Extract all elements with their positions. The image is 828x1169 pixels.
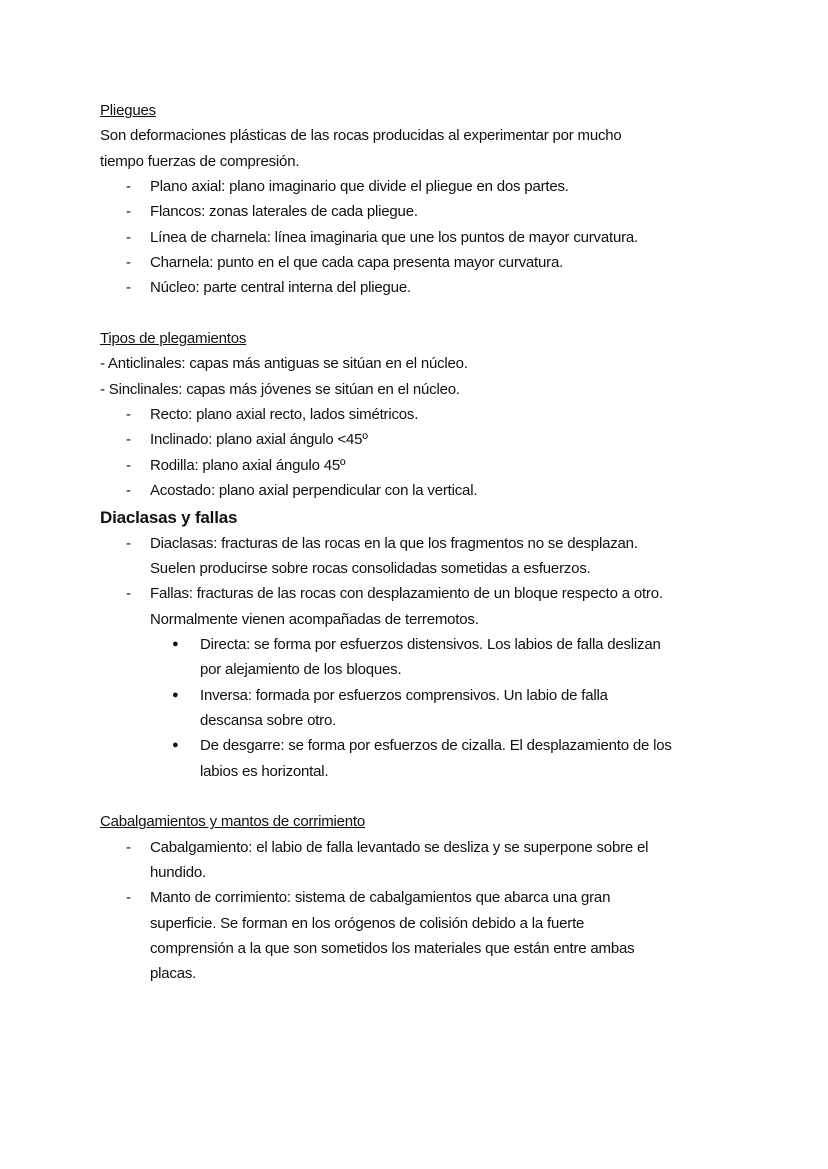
list-item: - Flancos: zonas laterales de cada pliegue. bbox=[100, 199, 740, 224]
section-heading-pliegues: Pliegues bbox=[100, 102, 156, 119]
list-item-line: - Manto de corrimiento: sistema de cabalgamientos que abarca una gran bbox=[150, 889, 611, 907]
list-item: - Núcleo: parte central interna del pliegue. bbox=[100, 275, 740, 300]
list-item-line: comprensión a la que son sometidos los materiales que están entre ambas bbox=[150, 940, 635, 957]
list-item bbox=[100, 531, 740, 582]
list-item-line: - Fallas: fracturas de las rocas con desplazamiento de un bloque respecto a otro. bbox=[150, 585, 663, 603]
list-item bbox=[100, 835, 740, 886]
section-heading-tipos: Tipos de plegamientos bbox=[100, 330, 247, 348]
bullet-line: labios es horizontal. bbox=[200, 762, 329, 780]
list-item bbox=[100, 885, 740, 986]
list-item: - Charnela: punto en el que cada capa presenta mayor curvatura. bbox=[100, 250, 740, 275]
bullet-line: ● Directa: se forma por esfuerzos distensivos. Los labios de falla deslizan bbox=[200, 635, 661, 653]
list-item: - Línea de charnela: línea imaginaria que une los puntos de mayor curvatura. bbox=[100, 225, 740, 250]
list-item-line: placas. bbox=[150, 965, 197, 983]
paragraph-line: - Anticlinales: capas más antiguas se sitúan en el núcleo. bbox=[100, 355, 468, 373]
section-heading-diaclasas: Diaclasas y fallas bbox=[100, 507, 238, 527]
list-item-line: hundido. bbox=[150, 863, 206, 881]
list-item: - Inclinado: plano axial ángulo <45º bbox=[100, 427, 740, 452]
bullet-item bbox=[100, 683, 740, 734]
bullet-item bbox=[100, 733, 740, 784]
list-item-line: - Cabalgamiento: el labio de falla levantado se desliza y se superpone sobre el bbox=[150, 838, 649, 856]
bullet-line: por alejamiento de los bloques. bbox=[200, 661, 402, 679]
list-item bbox=[100, 581, 740, 632]
document-page bbox=[100, 98, 740, 987]
bullet-item bbox=[100, 632, 740, 683]
list-item: - Recto: plano axial recto, lados simétricos. bbox=[100, 402, 740, 427]
bullet-line: ● De desgarre: se forma por esfuerzos de cizalla. El desplazamiento de los bbox=[200, 737, 672, 755]
list-item-line: superficie. Se forman en los orógenos de colisión debido a la fuerte bbox=[150, 914, 585, 932]
paragraph-line: Son deformaciones plásticas de las rocas producidas al experimentar por mucho bbox=[100, 127, 622, 145]
list-item: - Plano axial: plano imaginario que divide el pliegue en dos partes. bbox=[100, 174, 740, 199]
paragraph-line: tiempo fuerzas de compresión. bbox=[100, 152, 300, 170]
paragraph-line: - Sinclinales: capas más jóvenes se sitúan en el núcleo. bbox=[100, 380, 460, 398]
list-item-line: Normalmente vienen acompañadas de terremotos. bbox=[150, 610, 479, 628]
bullet-line: descansa sobre otro. bbox=[200, 711, 337, 729]
list-item: - Rodilla: plano axial ángulo 45º bbox=[100, 453, 740, 478]
section-heading-cabalgamientos: Cabalgamientos y mantos de corrimiento bbox=[100, 813, 366, 831]
list-item: - Acostado: plano axial perpendicular con la vertical. bbox=[100, 478, 740, 503]
list-item-line: - Diaclasas: fracturas de las rocas en la que los fragmentos no se desplazan. bbox=[150, 534, 638, 552]
list-item-line: Suelen producirse sobre rocas consolidadas sometidas a esfuerzos. bbox=[150, 559, 591, 577]
bullet-line: ● Inversa: formada por esfuerzos comprensivos. Un labio de falla bbox=[200, 686, 608, 704]
